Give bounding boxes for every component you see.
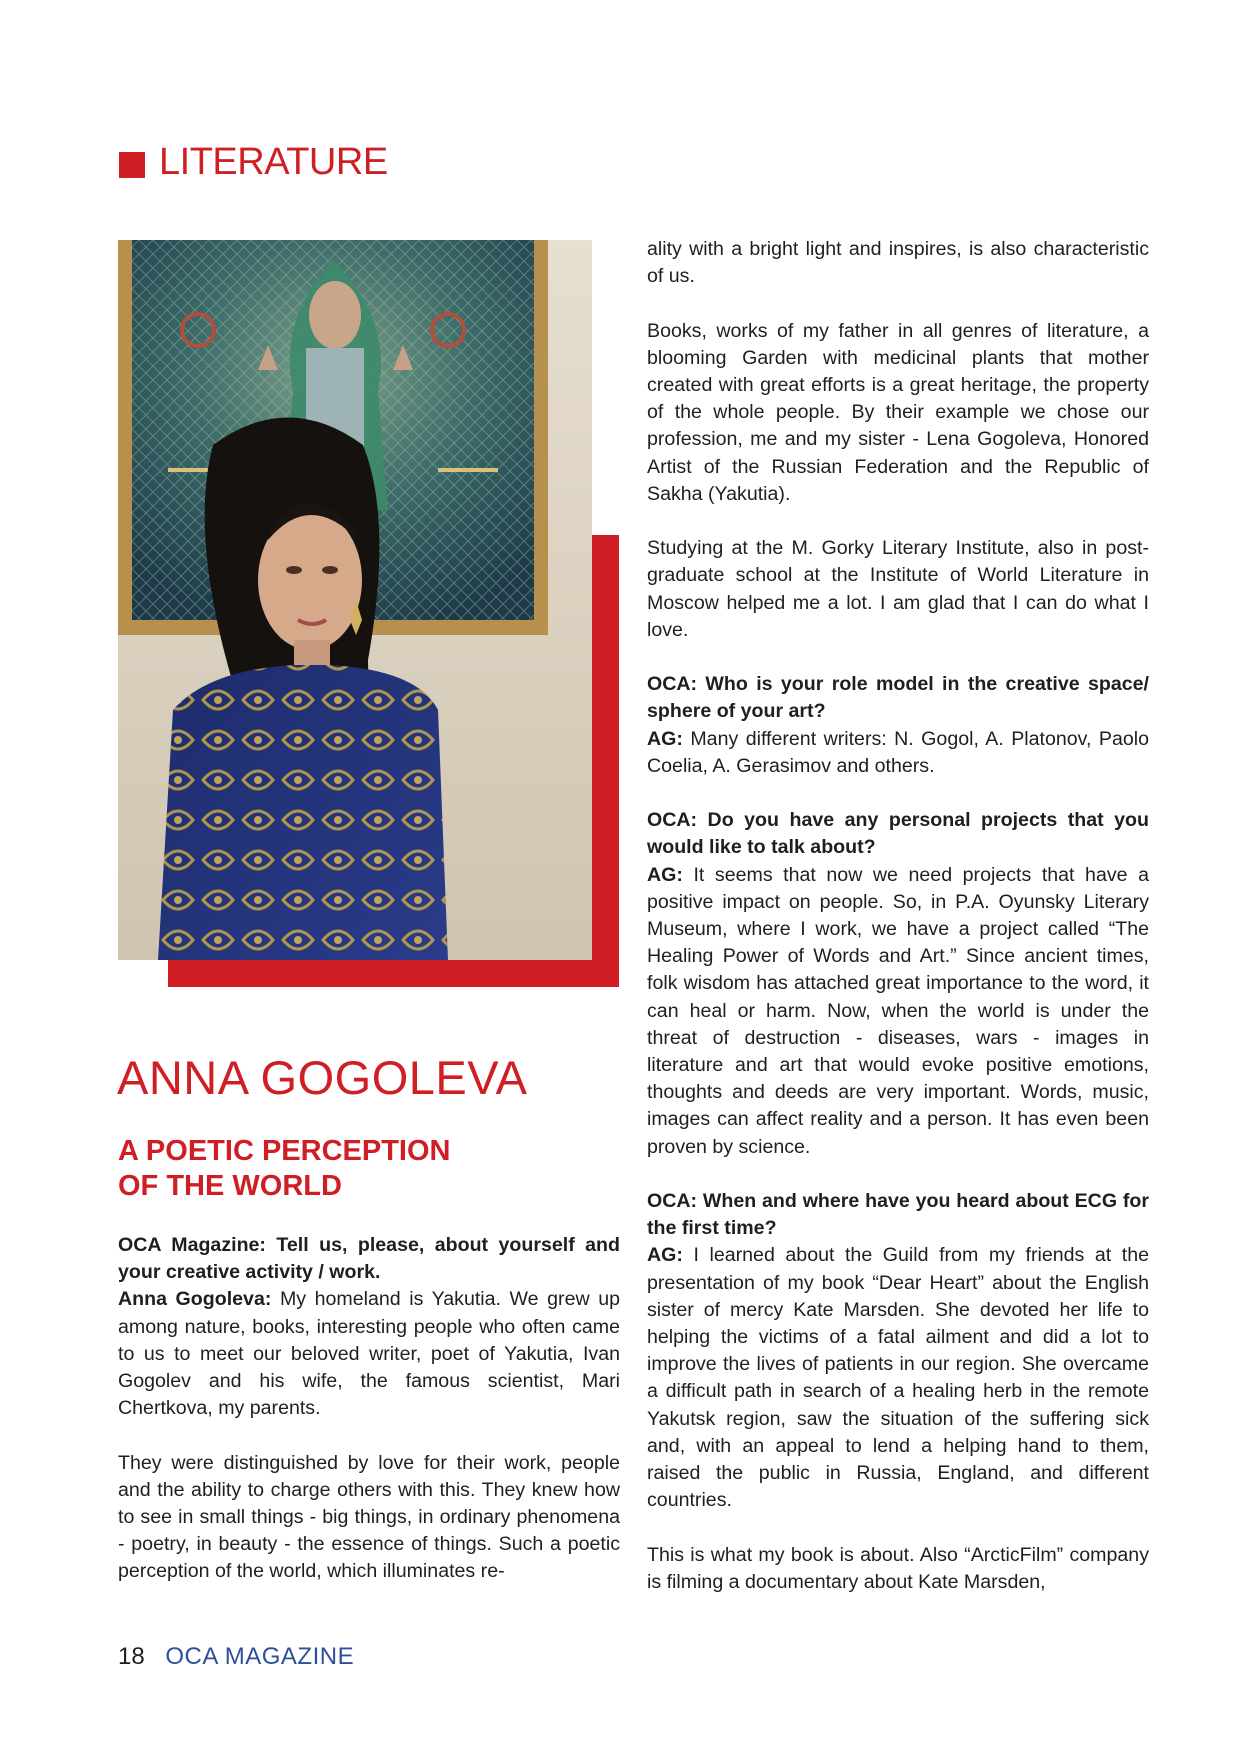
paragraph-heritage: Books, works of my father in all genres of literature, a blooming Garden with medicinal plants that mother created with great efforts is a great heritage, the property of the whole people. By their example we chose our profession, me and my sister - Lena Gogoleva, Honored Artist of the Russian Federation and the Republic of Sakha (Yakutia).: [647, 319, 1149, 505]
question-2: OCA: Who is your role model in the creative space/ sphere of your art?: [647, 673, 1149, 723]
section-marker-square: [119, 152, 145, 178]
answer-3: [647, 862, 1149, 1161]
question-4: OCA: When and where have you heard about ECG for the first time?: [647, 1190, 1149, 1240]
section-label: LITERATURE: [159, 141, 388, 183]
article-author-name: ANNA GOGOLEVA: [117, 1051, 528, 1104]
answer-2-text: Many different writers: N. Gogol, A. Platonov, Paolo Coelia, A. Gerasimov and others.: [647, 727, 1149, 777]
answer-1-text: My homeland is Yakutia. We grew up among nature, books, interesting people who often came to us to meet our beloved writer, poet of Yakutia, Ivan Gogolev and his wife, the famous scientist, Mari Chertkova, my parents.: [118, 1288, 620, 1420]
portrait-photo: [118, 240, 592, 960]
answer-3-speaker: AG:: [647, 863, 683, 886]
answer-4-speaker: AG:: [647, 1244, 683, 1267]
question-1: OCA Magazine: Tell us, please, about yourself and your creative activity / work.: [118, 1234, 620, 1284]
answer-1-speaker: Anna Gogoleva:: [118, 1288, 272, 1311]
left-column: [118, 1232, 620, 1613]
article-subtitle-line-1: A POETIC PERCEPTION: [118, 1135, 451, 1167]
right-column: [647, 236, 1149, 1623]
answer-2: [647, 726, 1149, 780]
article-subtitle-line-2: OF THE WORLD: [118, 1170, 342, 1202]
answer-4: [647, 1242, 1149, 1514]
page-number: 18: [118, 1643, 145, 1670]
answer-2-speaker: AG:: [647, 727, 683, 750]
answer-1: [118, 1286, 620, 1422]
article-subtitle: [118, 1134, 450, 1204]
page-footer: [118, 1643, 354, 1671]
paragraph-studies: Studying at the M. Gorky Literary Institute, also in post-graduate school at the Institute of World Literature in Moscow helped me a lot. I am glad that I can do what I love.: [647, 537, 1149, 641]
answer-4-text: I learned about the Guild from my friends at the presentation of my book “Dear Heart” about the English sister of mercy Kate Marsden. She devoted her life to helping the victims of a fatal ailment and did a lot to improve the lives of patients in our region. She overcame a difficult path in search of a healing herb in the remote Yakutsk region, saw the situation of the suffering sick and, with an appeal to lend a helping hand to them, raised the public in Russia, England, and different countries.: [647, 1244, 1149, 1512]
paragraph-continued: ality with a bright light and inspires, is also characteristic of us.: [647, 238, 1149, 288]
question-3: OCA: Do you have any personal projects that you would like to talk about?: [647, 809, 1149, 859]
paragraph-last: This is what my book is about. Also “ArcticFilm” company is filming a documentary about Kate Marsden,: [647, 1543, 1149, 1593]
answer-3-text: It seems that now we need projects that have a positive impact on people. So, in P.A. Oyunsky Literary Museum, where I work, we have a project called “The Healing Power of Words and Art.” Since ancient times, folk wisdom has attached great importance to the word, it can heal or harm. Now, when the world is under the threat of destruction - diseases, wars - images in literature and art that would evoke positive emotions, thoughts and deeds are very important. Words, music, images can affect reality and a person. It has even been proven by science.: [647, 863, 1149, 1158]
paragraph-2: They were distinguished by love for their work, people and the ability to charge others with this. They knew how to see in small things - big things, in ordinary phenomena - poetry, in beauty - the essence of things. Such a poetic perception of the world, which illuminates re-: [118, 1451, 620, 1583]
magazine-name: OCA MAGAZINE: [165, 1643, 355, 1670]
